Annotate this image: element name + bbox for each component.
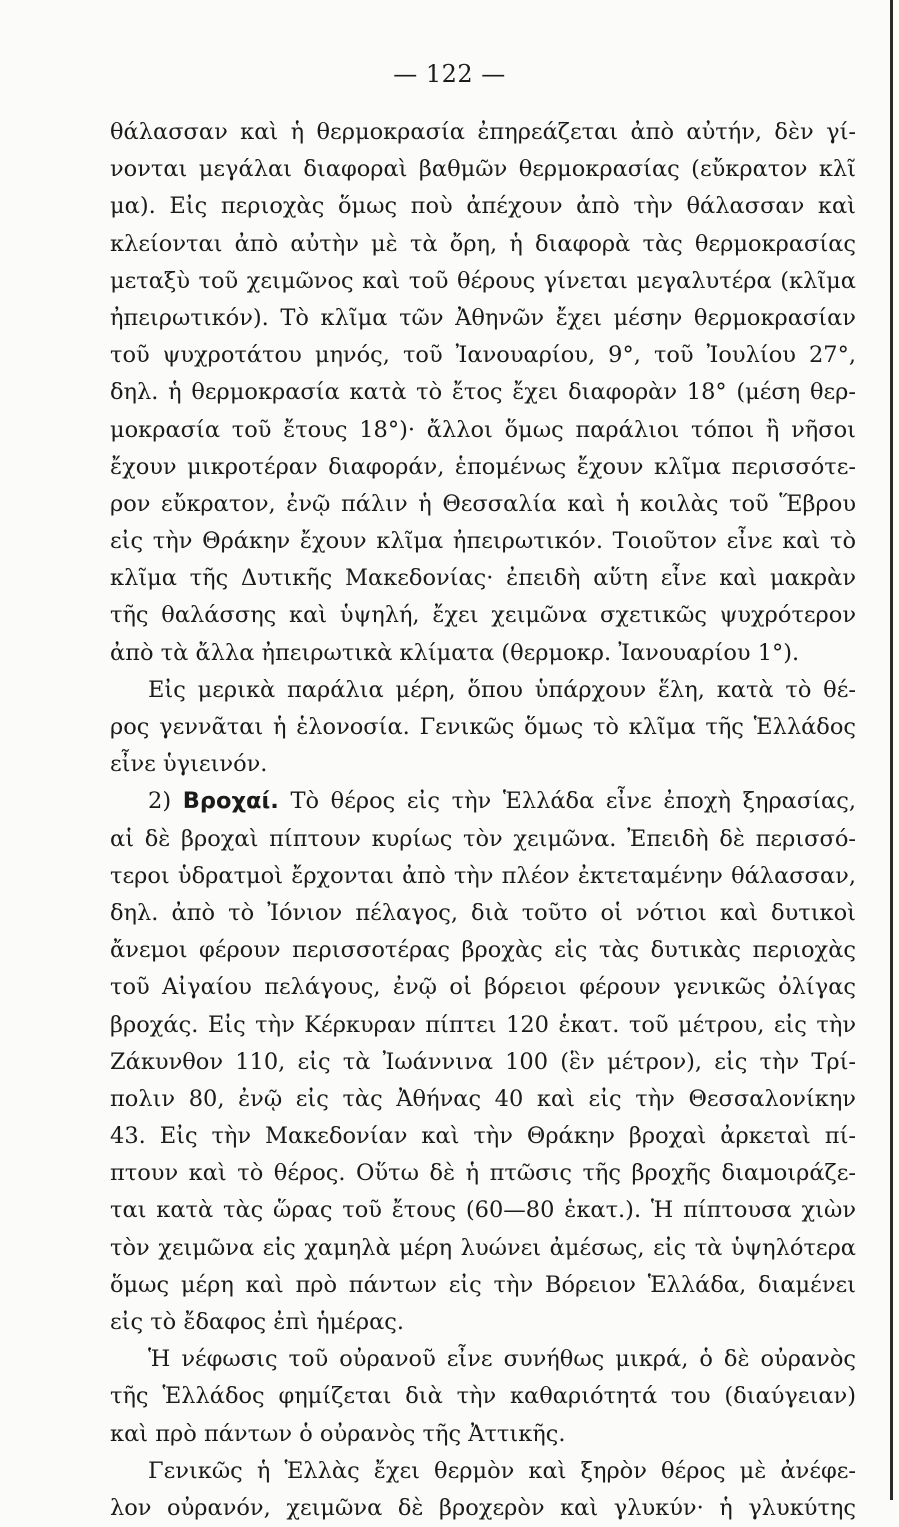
text-line: Ζάκυνθον 110, εἰς τὰ Ἰωάννινα 100 (ἓν μέτρον), εἰς τὴν Τρί- — [110, 1048, 856, 1075]
text-line: Τὸ θέρος εἰς τὴν Ἑλλάδα εἶνε ἐποχὴ ξηρασίας, — [290, 788, 857, 815]
text-line: ἀπὸ τὰ ἄλλα ἠπειρωτικὰ κλίματα (θερμοκρ. Ἰανουαρίου 1°). — [110, 639, 800, 666]
text-line: κλείονται ἀπὸ αὐτὴν μὲ τὰ ὄρη, ἡ διαφορὰ τὰς θερμοκρασίας — [110, 230, 856, 257]
text-line: ἔχουν μικροτέραν διαφοράν, ἑπομένως ἔχουν κλῖμα περισσότε- — [110, 453, 856, 480]
text-line: αἱ δὲ βροχαὶ πίπτουν κυρίως τὸν χειμῶνα. Ἐπειδὴ δὲ περισσό- — [110, 825, 856, 852]
text-line: ἄνεμοι φέρουν περισσοτέρας βροχὰς εἰς τὰς δυτικὰς περιοχὰς — [110, 937, 856, 964]
text-line: Γενικῶς ἡ Ἑλλὰς ἔχει θερμὸν καὶ ξηρὸν θέρος μὲ ἀνέφε- — [148, 1457, 856, 1484]
section-heading-line — [110, 783, 856, 820]
text-line: μεταξὺ τοῦ χειμῶνος καὶ τοῦ θέρους γίνεται μεγαλυτέρα (κλῖμα — [110, 267, 856, 294]
text-line: πτουν καὶ τὸ θέρος. Οὕτω δὲ ἡ πτῶσις τῆς βροχῆς διαμοιράζε- — [110, 1160, 856, 1187]
section-heading: Βροχαί. — [182, 788, 279, 815]
text-line: λον οὐρανόν, χειμῶνα δὲ βροχερὸν καὶ γλυκύν· ἡ γλυκύτης — [110, 1494, 856, 1521]
text-line: βροχάς. Εἰς τὴν Κέρκυραν πίπτει 120 ἑκατ. τοῦ μέτρου, εἰς τὴν — [110, 1011, 856, 1038]
text-line: δηλ. ἀπὸ τὸ Ἰόνιον πέλαγος, διὰ τοῦτο οἱ νότιοι καὶ δυτικοὶ — [110, 899, 856, 926]
paragraph-summary — [110, 1453, 856, 1527]
text-line: τοῦ ψυχροτάτου μηνός, τοῦ Ἰανουαρίου, 9°, τοῦ Ἰουλίου 27°, — [110, 342, 856, 369]
text-line: ὅμως μέρη καὶ πρὸ πάντων εἰς τὴν Βόρειον Ἑλλάδα, διαμένει — [110, 1271, 856, 1298]
text-line: εἰς τὴν Θράκην ἔχουν κλῖμα ἠπειρωτικόν. Τοιοῦτον εἶνε καὶ τὸ — [110, 528, 856, 555]
paragraph-cloudiness — [110, 1341, 856, 1453]
text-line: ρον εὔκρατον, ἐνῷ πάλιν ἡ Θεσσαλία καὶ ἡ κοιλὰς τοῦ Ἕβρου — [110, 490, 856, 517]
text-line: Ἡ νέφωσις τοῦ οὐρανοῦ εἶνε συνήθως μικρά, ὁ δὲ οὐρανὸς — [148, 1346, 856, 1373]
text-line: τῆς θαλάσσης καὶ ὑψηλή, ἔχει χειμῶνα σχετικῶς ψυχρότερον — [110, 602, 856, 629]
text-line: θάλασσαν καὶ ἡ θερμοκρασία ἐπηρεάζεται ἀπὸ αὐτήν, δὲν γί- — [110, 119, 856, 145]
text-line: τῆς Ἑλλάδος φημίζεται διὰ τὴν καθαριότητά του (διαύγειαν) — [110, 1383, 856, 1410]
paragraph-climate — [110, 114, 856, 672]
paragraph-marshes — [110, 672, 856, 784]
text-line: ἠπειρωτικόν). Τὸ κλῖμα τῶν Ἀθηνῶν ἔχει μέσην θερμοκρασίαν — [110, 304, 856, 331]
page-number: — 122 — — [393, 60, 506, 88]
text-line: ρος γεννᾶται ἡ ἑλονοσία. Γενικῶς ὅμως τὸ κλῖμα τῆς Ἑλλάδος — [110, 714, 856, 740]
text-line: καὶ πρὸ πάντων ὁ οὐρανὸς τῆς Ἀττικῆς. — [110, 1420, 566, 1447]
text-line: δηλ. ἡ θερμοκρασία κατὰ τὸ ἔτος ἔχει διαφορὰν 18° (μέση θερ- — [110, 379, 856, 406]
text-line: Εἰς μερικὰ παράλια μέρη, ὅπου ὑπάρχουν ἕλη, κατὰ τὸ θέ- — [148, 676, 856, 703]
text-line: μα). Εἰς περιοχὰς ὅμως ποὺ ἀπέχουν ἀπὸ τὴν θάλασσαν καὶ — [110, 193, 856, 220]
text-line: τεροι ὑδρατμοὶ ἔρχονται ἀπὸ τὴν πλέον ἐκτεταμένην θάλασσαν, — [110, 862, 856, 889]
text-line: νονται μεγάλαι διαφοραὶ βαθμῶν θερμοκρασίας (εὔκρατον κλῖ — [110, 156, 856, 183]
text-line: κλῖμα τῆς Δυτικῆς Μακεδονίας· ἐπειδὴ αὕτη εἶνε καὶ μακρὰν — [110, 565, 856, 592]
text-line: τοῦ Αἰγαίου πελάγους, ἐνῷ οἱ βόρειοι φέρουν γενικῶς ὀλίγας — [110, 974, 856, 1001]
text-line: τὸν χειμῶνα εἰς χαμηλὰ μέρη λυώνει ἀμέσως, εἰς τὰ ὑψηλότερα — [110, 1234, 856, 1261]
page-edge-border — [890, 0, 893, 1500]
page-body — [110, 114, 856, 1527]
text-line: εἶνε ὑγιεινόν. — [110, 751, 268, 778]
section-rain — [110, 783, 856, 1341]
text-line: μοκρασία τοῦ ἔτους 18°)· ἄλλοι ὅμως παράλιοι τόποι ἢ νῆσοι — [110, 416, 856, 443]
text-line: ται κατὰ τὰς ὥρας τοῦ ἔτους (60—80 ἑκατ.). Ἡ πίπτουσα χιὼν — [110, 1197, 856, 1224]
text-line: 43. Εἰς τὴν Μακεδονίαν καὶ τὴν Θράκην βροχαὶ ἀρκεταὶ πί- — [110, 1123, 856, 1150]
text-line: πολιν 80, ἐνῷ εἰς τὰς Ἀθήνας 40 καὶ εἰς τὴν Θεσσαλονίκην — [110, 1085, 856, 1112]
section-number: 2) — [148, 788, 172, 815]
text-line: εἰς τὸ ἔδαφος ἐπὶ ἡμέρας. — [110, 1309, 405, 1335]
